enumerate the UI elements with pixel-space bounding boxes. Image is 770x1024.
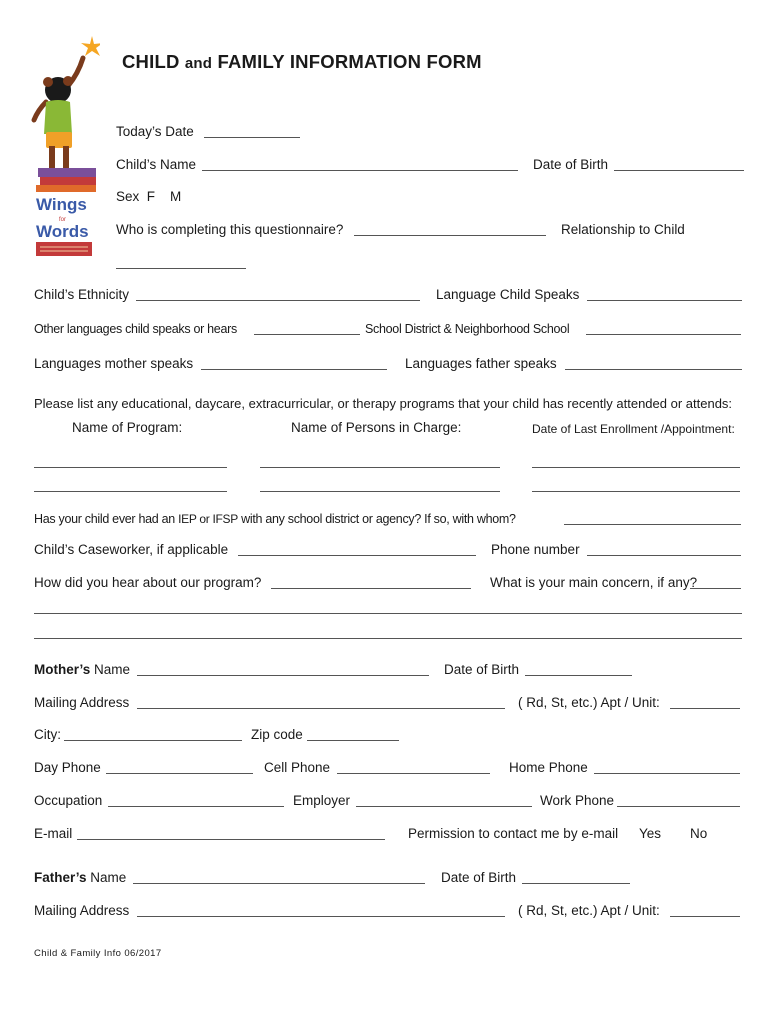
mother-cell-phone-field[interactable] — [337, 773, 490, 774]
mother-day-phone-field[interactable] — [106, 773, 253, 774]
mother-rd-label: ( Rd, St, etc.) Apt / Unit: — [518, 695, 660, 710]
completing-label: Who is completing this questionnaire? — [116, 222, 344, 237]
languages-father-label: Languages father speaks — [405, 356, 557, 371]
sex-label: Sex F M — [116, 189, 182, 204]
language-child-field[interactable] — [587, 300, 742, 301]
hear-label: How did you hear about our program? — [34, 575, 262, 590]
relationship-field[interactable] — [116, 268, 246, 269]
todays-date-label: Today’s Date — [116, 124, 194, 139]
programs-intro: Please list any educational, daycare, extracurricular, or therapy programs that your child has recently attended or attends: — [34, 396, 733, 411]
languages-mother-field[interactable] — [201, 369, 387, 370]
mother-cell-phone-label: Cell Phone — [264, 760, 331, 775]
mother-email-label: E-mail — [34, 826, 73, 841]
logo-word-for: for — [59, 217, 67, 223]
relationship-label: Relationship to Child — [561, 222, 685, 237]
mother-dob-field[interactable] — [525, 675, 632, 676]
program-date-field[interactable] — [532, 491, 740, 492]
mother-zip-label: Zip code — [251, 727, 303, 742]
mother-work-phone-field[interactable] — [617, 806, 740, 807]
iep-field[interactable] — [564, 524, 741, 525]
mother-dob-label: Date of Birth — [444, 662, 520, 677]
language-child-label: Language Child Speaks — [436, 287, 580, 302]
email-permission-yes[interactable]: Yes — [639, 826, 662, 841]
father-dob-label: Date of Birth — [441, 870, 517, 885]
mother-home-phone-field[interactable] — [594, 773, 740, 774]
father-mailing-field[interactable] — [137, 916, 505, 917]
program-name-field[interactable] — [34, 467, 227, 468]
program-name-field[interactable] — [34, 491, 227, 492]
email-permission-no[interactable]: No — [690, 826, 708, 841]
childs-name-field[interactable] — [202, 170, 518, 171]
mother-name-field[interactable] — [137, 675, 429, 676]
concern-label: What is your main concern, if any? — [490, 575, 698, 590]
program-date-field[interactable] — [532, 467, 740, 468]
caseworker-phone-label: Phone number — [491, 542, 580, 557]
concern-field[interactable] — [34, 613, 742, 614]
languages-mother-label: Languages mother speaks — [34, 356, 194, 371]
mother-zip-field[interactable] — [307, 740, 399, 741]
mother-employer-label: Employer — [293, 793, 351, 808]
mother-unit-field[interactable] — [670, 708, 740, 709]
mother-city-field[interactable] — [64, 740, 242, 741]
email-permission-label: Permission to contact me by e-mail — [408, 826, 619, 841]
concern-field[interactable] — [34, 638, 742, 639]
program-persons-field[interactable] — [260, 467, 500, 468]
mother-email-field[interactable] — [77, 839, 385, 840]
caseworker-field[interactable] — [238, 555, 476, 556]
father-mailing-label: Mailing Address — [34, 903, 130, 918]
page-title: CHILD and FAMILY INFORMATION FORM — [122, 51, 482, 72]
program-persons-header: Name of Persons in Charge: — [291, 420, 462, 435]
mother-occupation-field[interactable] — [108, 806, 284, 807]
iep-question: Has your child ever had an IEP or IFSP with any school district or agency? If so, with whom? — [34, 512, 516, 526]
father-name-label: Father’s Name — [34, 870, 127, 885]
mother-mailing-field[interactable] — [137, 708, 505, 709]
program-persons-field[interactable] — [260, 491, 500, 492]
caseworker-phone-field[interactable] — [587, 555, 741, 556]
mother-name-label: Mother’s Name — [34, 662, 131, 677]
ethnicity-label: Child’s Ethnicity — [34, 287, 130, 302]
logo-word-words: Words — [36, 222, 89, 241]
school-district-label: School District & Neighborhood School — [365, 322, 570, 336]
wings-for-words-logo — [28, 34, 100, 262]
ethnicity-field[interactable] — [136, 300, 420, 301]
other-languages-label: Other languages child speaks or hears — [34, 322, 237, 336]
child-dob-label: Date of Birth — [533, 157, 609, 172]
childs-name-label: Child’s Name — [116, 157, 197, 172]
child-dob-field[interactable] — [614, 170, 744, 171]
mother-employer-field[interactable] — [356, 806, 532, 807]
concern-field[interactable] — [690, 588, 741, 589]
father-name-field[interactable] — [133, 883, 425, 884]
caseworker-label: Child’s Caseworker, if applicable — [34, 542, 229, 557]
father-dob-field[interactable] — [522, 883, 630, 884]
mother-home-phone-label: Home Phone — [509, 760, 588, 775]
footer-version: Child & Family Info 06/2017 — [34, 948, 162, 959]
completing-field[interactable] — [354, 235, 546, 236]
mother-day-phone-label: Day Phone — [34, 760, 101, 775]
todays-date-field[interactable] — [204, 137, 300, 138]
logo-word-wings: Wings — [36, 195, 87, 214]
program-date-header: Date of Last Enrollment /Appointment: — [532, 422, 735, 436]
mother-mailing-label: Mailing Address — [34, 695, 130, 710]
languages-father-field[interactable] — [565, 369, 742, 370]
star-icon — [81, 36, 100, 56]
other-languages-field[interactable] — [254, 334, 360, 335]
father-unit-field[interactable] — [670, 916, 740, 917]
school-district-field[interactable] — [586, 334, 741, 335]
hear-field[interactable] — [271, 588, 471, 589]
mother-city-label: City: — [34, 727, 61, 742]
mother-work-phone-label: Work Phone — [540, 793, 615, 808]
father-rd-label: ( Rd, St, etc.) Apt / Unit: — [518, 903, 660, 918]
program-name-header: Name of Program: — [72, 420, 183, 435]
mother-occupation-label: Occupation — [34, 793, 103, 808]
